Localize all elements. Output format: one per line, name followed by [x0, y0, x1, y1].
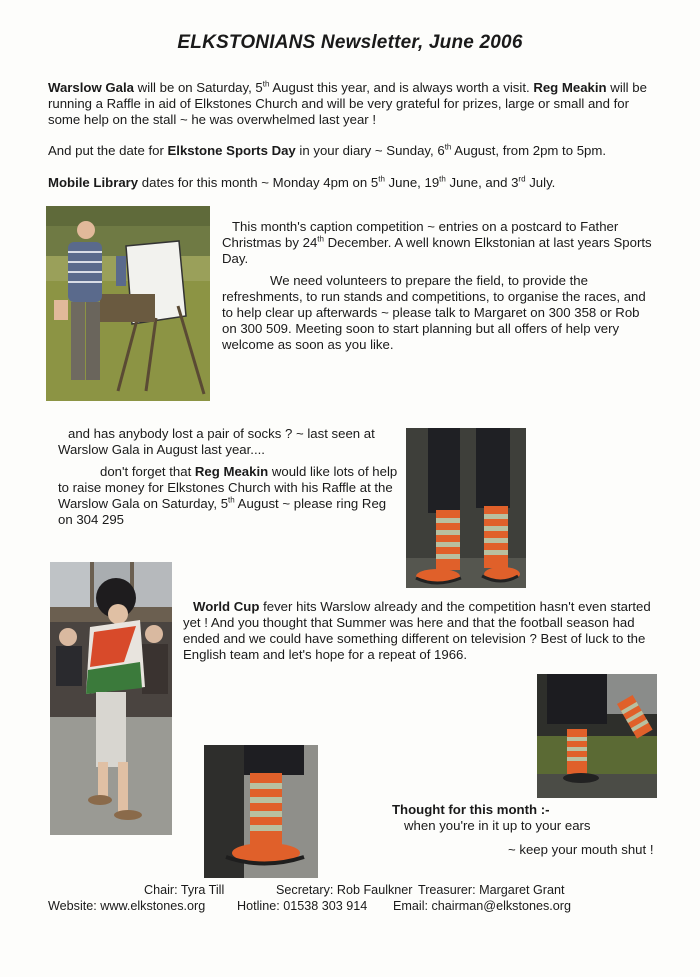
thought-heading: Thought for this month :-	[392, 802, 550, 817]
library-text: June, and 3	[445, 175, 519, 190]
reminder-name: Reg Meakin	[194, 464, 269, 479]
sports-day-text: in your diary ~ Sunday, 6	[295, 143, 445, 158]
library-ordinal: th	[378, 174, 385, 184]
raffle-reminder-paragraph	[58, 464, 398, 528]
gala-paragraph	[48, 80, 660, 128]
caption-text: December. A well known Elkstonian at last years Sports Day.	[222, 235, 652, 266]
reminder-text: would like lots of help to raise money for Elkstones Church with his Raffle at the Warslow Gala on Saturday, 5	[58, 464, 398, 511]
library-text: dates for this month ~ Monday 4pm on 5	[138, 175, 379, 190]
library-paragraph	[48, 175, 668, 191]
gala-text: will be running a Raffle in aid of Elkstones Church and will be very grateful for prizes, large or small and for some help on the stall ~ he was overwhelmed last year !	[48, 80, 647, 127]
sports-day-photo	[46, 206, 210, 401]
gala-text: August this year, and is always worth a visit.	[269, 80, 534, 95]
gala-ordinal: th	[262, 79, 270, 89]
gala-heading: Warslow Gala	[48, 80, 134, 95]
sock-closeup-photo	[204, 745, 318, 878]
gala-text: will be on Saturday, 5	[134, 80, 263, 95]
caption-paragraph	[222, 219, 652, 267]
raffle-organiser-name: Reg Meakin	[533, 80, 607, 95]
world-cup-fan-photo	[50, 562, 172, 835]
footer-website[interactable]: Website: www.elkstones.org	[48, 899, 206, 913]
library-ordinal: th	[439, 174, 446, 184]
newsletter-title: ELKSTONIANS Newsletter, June 2006	[177, 32, 523, 53]
sports-day-text: And put the date for	[48, 143, 168, 158]
library-heading: Mobile Library	[48, 175, 139, 190]
library-text: June, 19	[384, 175, 440, 190]
sports-day-ordinal: th	[444, 142, 452, 152]
library-ordinal: rd	[518, 174, 526, 184]
footer-email[interactable]: Email: chairman@elkstones.org	[393, 899, 571, 913]
reminder-text: August ~ please ring Reg on 304 295	[58, 496, 387, 527]
library-text: July.	[525, 175, 556, 190]
world-cup-paragraph	[183, 599, 653, 663]
volunteers-paragraph: We need volunteers to prepare the field, to provide the refreshments, to run stands and competitions, to organise the races, and to help clear up afterwards ~ please talk to Margaret on 300 358 or Rob on 300 509. Meeting soon to start planning but all offers of help very welcome as soon as you like.	[222, 273, 646, 352]
sports-day-paragraph	[48, 143, 668, 159]
footer-chair: Chair: Tyra Till	[144, 883, 225, 897]
thought-line-1: when you're in it up to your ears	[404, 818, 591, 833]
thought-line-2: ~ keep your mouth shut !	[508, 842, 654, 857]
socks-on-grass-photo	[537, 674, 657, 798]
reminder-ordinal: th	[228, 495, 235, 505]
world-cup-heading: World Cup	[193, 599, 260, 614]
sports-day-heading: Elkstone Sports Day	[167, 143, 296, 158]
socks-paragraph: and has anybody lost a pair of socks ? ~ last seen at Warslow Gala in August last year....	[58, 426, 375, 457]
sports-day-text: August, from 2pm to 5pm.	[451, 143, 607, 158]
footer-hotline: Hotline: 01538 303 914	[237, 899, 368, 913]
footer-treasurer: Treasurer: Margaret Grant	[418, 883, 565, 897]
world-cup-text: fever hits Warslow already and the competition hasn't even started yet ! And you thought that Summer was here and that the football season had ended and we could have something different on television ? Best of luck to the English team and let's hope for a repeat of 1966.	[183, 599, 651, 662]
lost-socks-photo	[406, 428, 526, 588]
footer-secretary: Secretary: Rob Faulkner	[276, 883, 413, 897]
caption-ordinal: th	[317, 234, 324, 244]
caption-text: This month's caption competition ~ entries on a postcard to Father Christmas by 24	[222, 219, 619, 250]
reminder-text: don't forget that	[100, 464, 195, 479]
